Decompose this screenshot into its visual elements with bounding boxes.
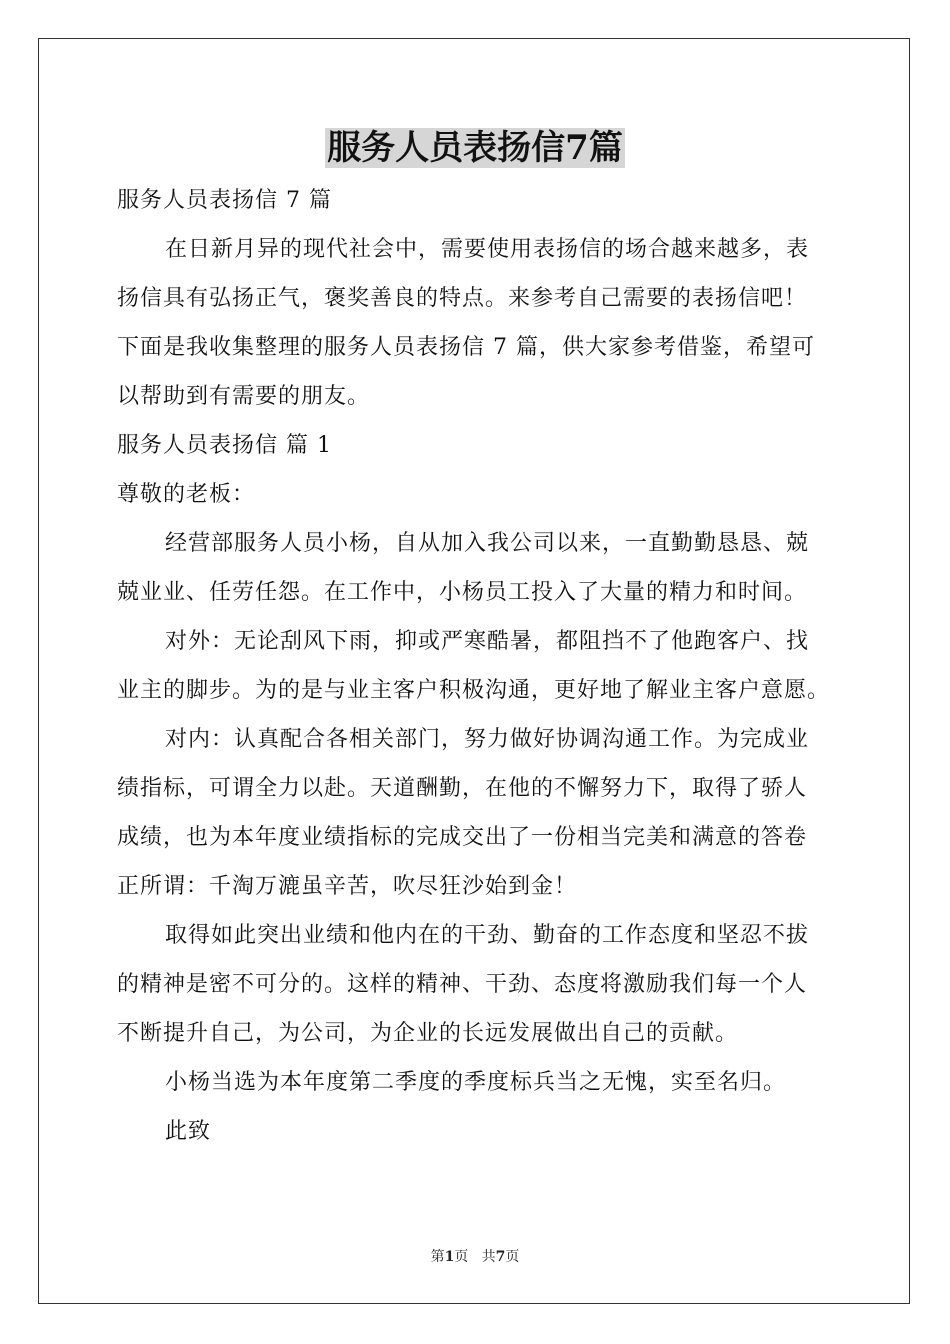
text-line: 业主的脚步。为的是与业主客户积极沟通，更好地了解业主客户意愿。 (117, 678, 831, 703)
document-title (0, 126, 950, 170)
text-line: 对外：无论刮风下雨，抑或严寒酷暑，都阻挡不了他跑客户、找 (165, 629, 810, 654)
text-line: 兢业业、任劳任怨。在工作中，小杨员工投入了大量的精力和时间。 (117, 580, 808, 605)
page-footer (0, 1247, 950, 1267)
text-line: 服务人员表扬信 7 篇 (117, 188, 332, 213)
text-line: 下面是我收集整理的服务人员表扬信 7 篇，供大家参考借鉴，希望可 (117, 335, 815, 360)
text-line: 以帮助到有需要的朋友。 (117, 384, 371, 409)
text-line: 取得如此突出业绩和他内在的干劲、勤奋的工作态度和坚忍不拔 (165, 923, 810, 948)
text-line: 正所谓：千淘万漉虽辛苦，吹尽狂沙始到金！ (117, 874, 578, 899)
text-line: 经营部服务人员小杨，自从加入我公司以来，一直勤勤恳恳、兢 (165, 531, 810, 556)
text-line: 成绩，也为本年度业绩指标的完成交出了一份相当完美和满意的答卷 (117, 825, 808, 850)
text-line: 扬信具有弘扬正气，褒奖善良的特点。来参考自己需要的表扬信吧！ (117, 286, 808, 311)
footer-page-prefix: 第 (430, 1249, 445, 1265)
footer-page-current: 1 (444, 1249, 455, 1265)
text-line: 在日新月异的现代社会中，需要使用表扬信的场合越来越多，表 (165, 237, 810, 262)
document-body (117, 176, 835, 1156)
text-line: 不断提升自己，为公司，为企业的长远发展做出自己的贡献。 (117, 1021, 739, 1046)
footer-page-total: 7 (495, 1249, 506, 1265)
text-line: 对内：认真配合各相关部门，努力做好协调沟通工作。为完成业 (165, 727, 810, 752)
footer-page-suffix: 页 (454, 1249, 469, 1265)
text-line: 此致 (165, 1119, 212, 1144)
text-line: 绩指标，可谓全力以赴。天道酬勤，在他的不懈努力下，取得了骄人 (117, 776, 808, 801)
document-title-text: 服务人员表扬信7篇 (327, 128, 623, 168)
footer-total-suffix: 页 (505, 1249, 520, 1265)
footer-total-prefix: 共 (481, 1249, 496, 1265)
text-line: 服务人员表扬信 篇 1 (117, 433, 332, 458)
text-line: 小杨当选为本年度第二季度的季度标兵当之无愧，实至名归。 (165, 1070, 787, 1095)
text-line: 尊敬的老板： (117, 482, 256, 507)
text-line: 的精神是密不可分的。这样的精神、干劲、态度将激励我们每一个人 (117, 972, 808, 997)
